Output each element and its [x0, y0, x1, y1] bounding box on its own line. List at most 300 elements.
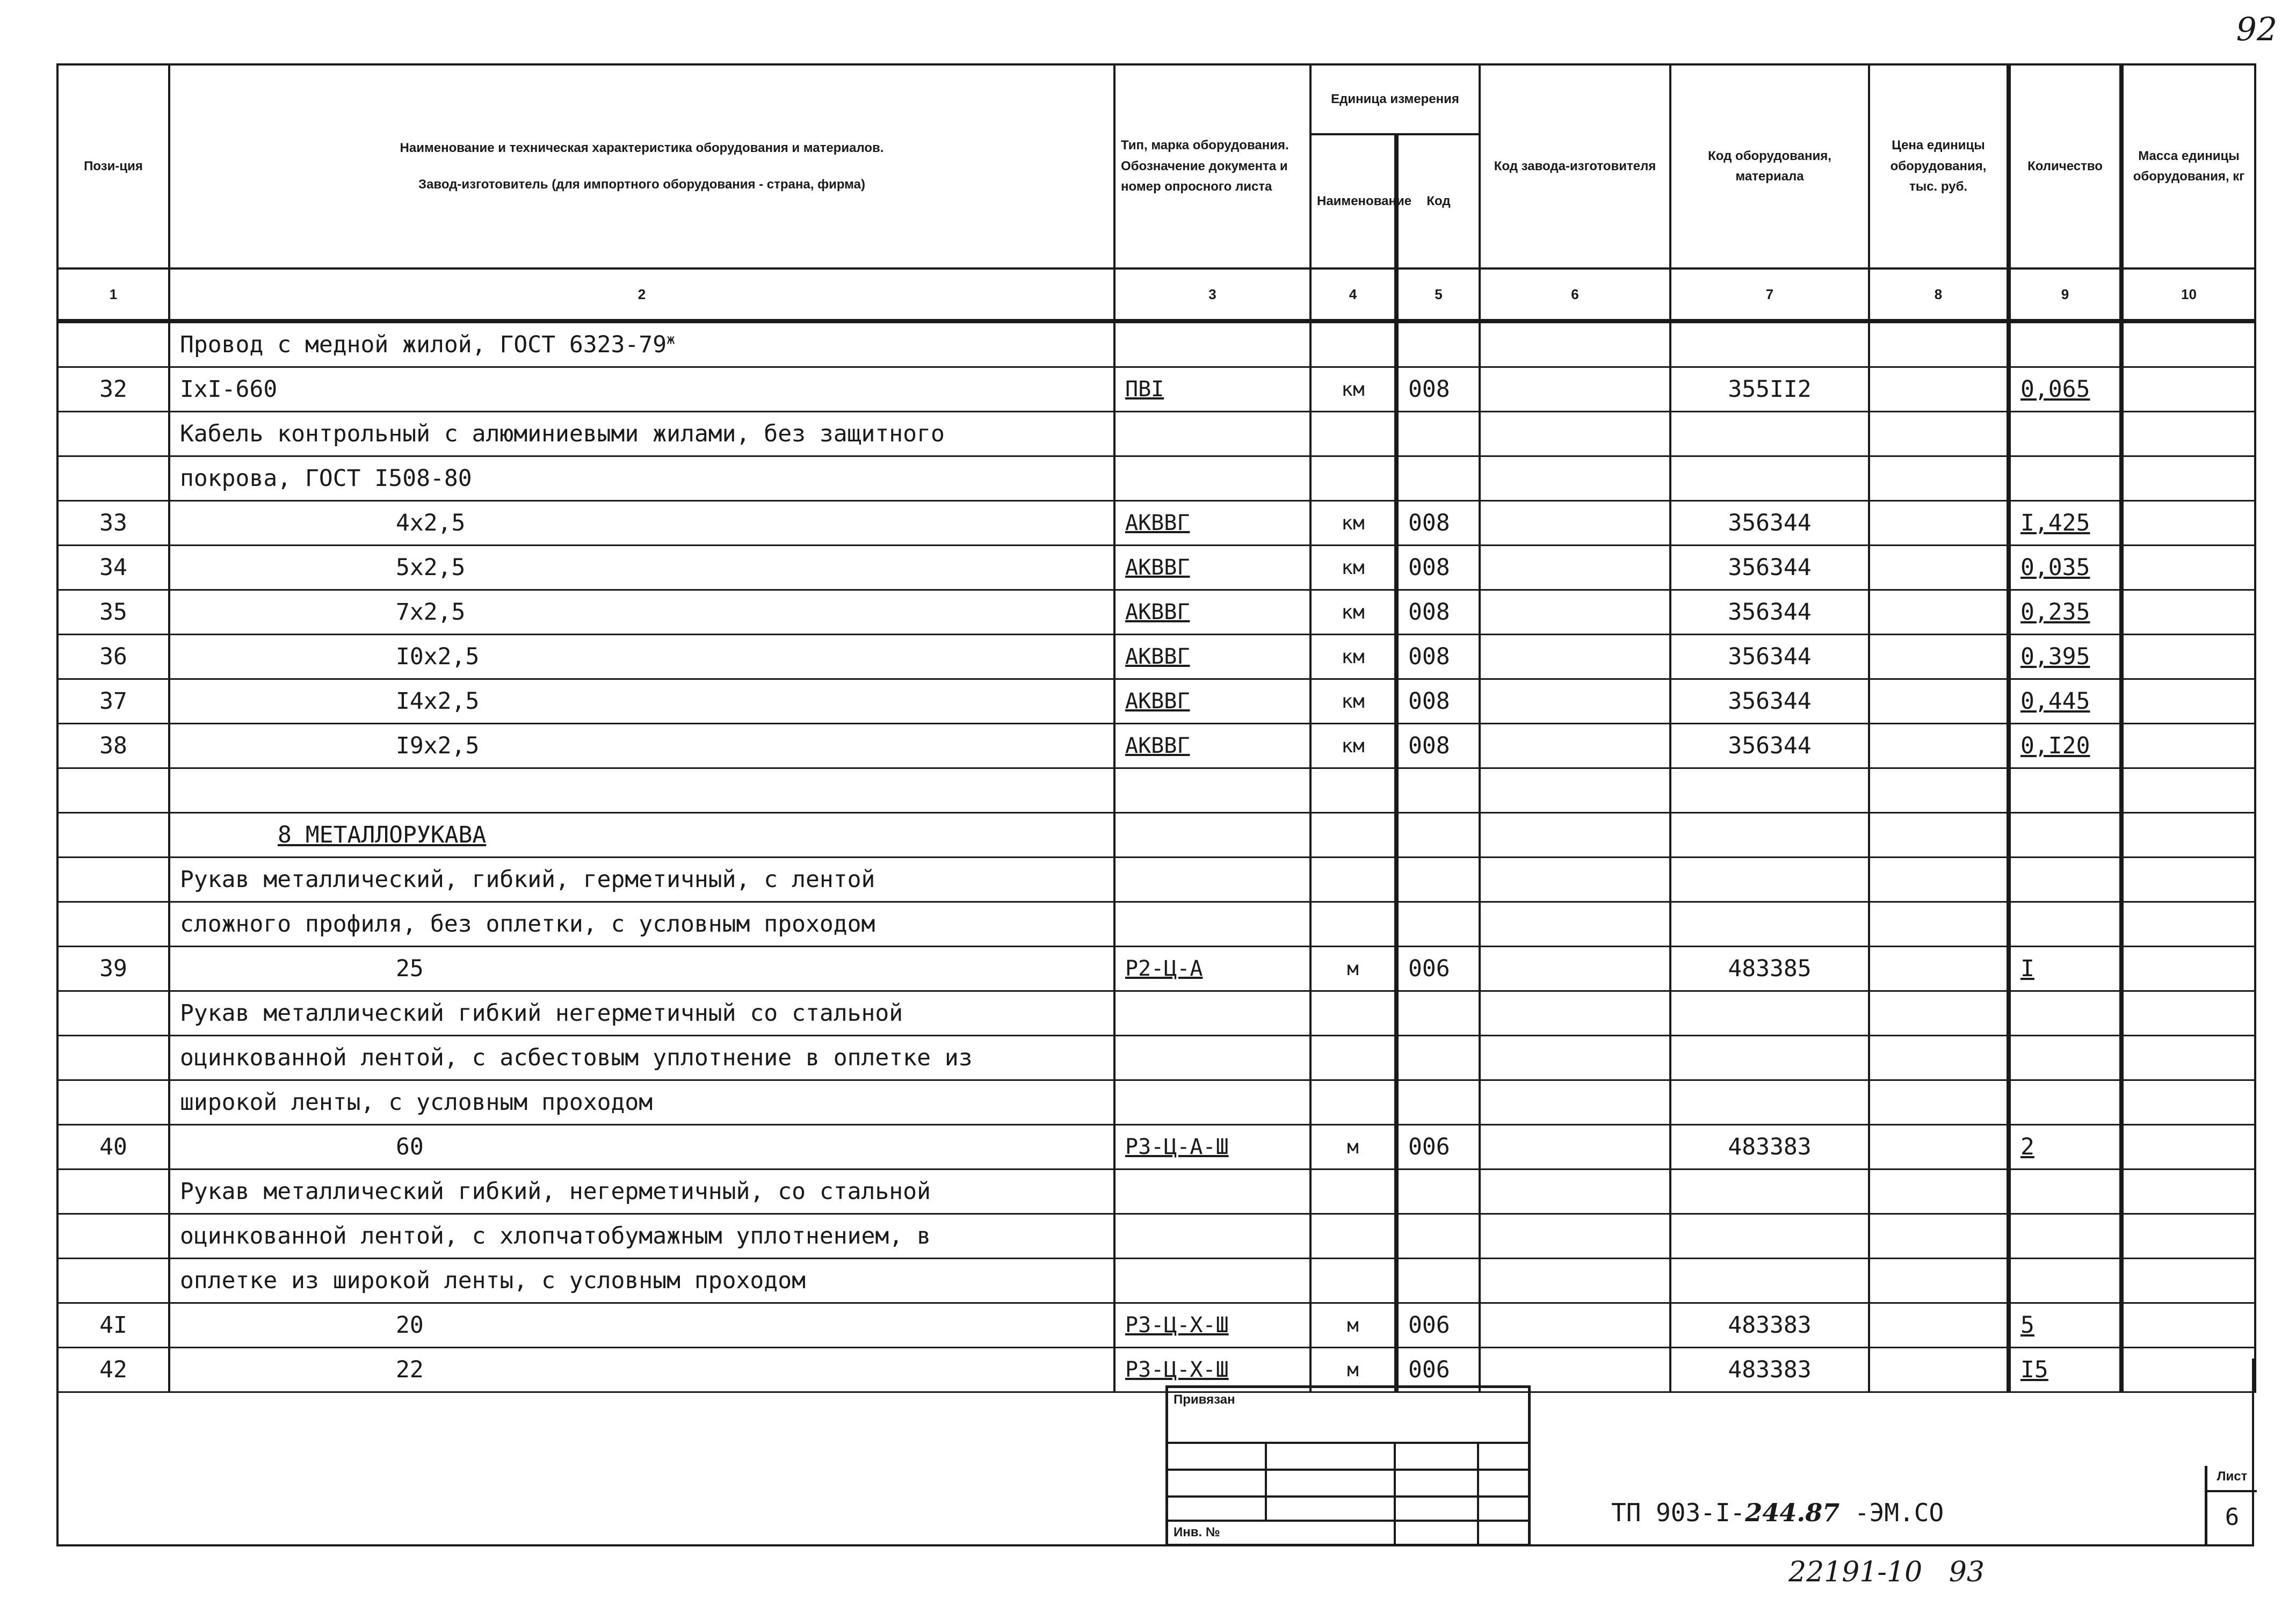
material-code-cell [1670, 1303, 1869, 1348]
unit-name-cell [1310, 1125, 1396, 1170]
manufacturer-code-cell [1480, 858, 1670, 902]
material-code-cell [1670, 724, 1869, 768]
name-cell-text: Рукав металлический гибкий, негерметичный, со стальной [180, 1178, 931, 1205]
material-code-cell-text: 355II2 [1728, 376, 1812, 403]
unit-name-cell [1310, 546, 1396, 590]
quantity-cell [2009, 635, 2121, 679]
type-cell [1114, 1080, 1310, 1125]
unit-name-cell-text: м [1347, 1136, 1359, 1158]
position-cell-text: 36 [99, 643, 127, 670]
unit-code-cell [1396, 367, 1480, 412]
header-price: Цена единицы оборудования, тыс. руб. [1869, 64, 2009, 268]
type-cell [1114, 858, 1310, 902]
type-cell [1114, 1170, 1310, 1214]
name-cell [169, 367, 1114, 412]
name-cell-text: Рукав металлический, гибкий, герметичный, с лентой [180, 866, 875, 893]
unit-name-cell [1310, 367, 1396, 412]
mass-cell [2121, 501, 2255, 546]
manufacturer-code-cell [1480, 1303, 1670, 1348]
unit-code-cell [1396, 635, 1480, 679]
type-cell [1114, 1214, 1310, 1259]
name-cell-text: оцинкованной лентой, с асбестовым уплотнение в оплетке из [180, 1044, 973, 1071]
column-number: 9 [2009, 268, 2121, 321]
manufacturer-code-cell [1480, 1214, 1670, 1259]
price-cell [1869, 1259, 2009, 1303]
mass-cell [2121, 1259, 2255, 1303]
price-cell [1869, 1303, 2009, 1348]
unit-code-cell [1396, 768, 1480, 813]
manufacturer-code-cell [1480, 724, 1670, 768]
type-cell [1114, 1303, 1310, 1348]
header-name-line2: Завод-изготовитель (для импортного оборудования - страна, фирма) [418, 177, 865, 192]
name-cell [169, 902, 1114, 947]
unit-name-cell [1310, 991, 1396, 1036]
price-cell [1869, 456, 2009, 501]
material-code-cell [1670, 1259, 1869, 1303]
mass-cell [2121, 456, 2255, 501]
price-cell [1869, 679, 2009, 724]
column-number: 7 [1670, 268, 1869, 321]
name-cell-text: широкой ленты, с условным проходом [180, 1089, 653, 1116]
material-code-cell [1670, 1036, 1869, 1080]
unit-code-cell-text: 006 [1408, 955, 1450, 982]
name-cell-text: Кабель контрольный с алюминиевыми жилами, без защитного [180, 420, 945, 447]
unit-name-cell [1310, 813, 1396, 858]
unit-code-cell [1396, 501, 1480, 546]
name-cell [169, 501, 1114, 546]
quantity-cell [2009, 947, 2121, 991]
price-cell [1869, 1214, 2009, 1259]
quantity-cell [2009, 321, 2121, 367]
type-cell-text: АКВВГ [1125, 689, 1190, 714]
table-row [57, 501, 2255, 546]
manufacturer-code-cell [1480, 1080, 1670, 1125]
position-cell [57, 546, 169, 590]
quantity-cell [2009, 768, 2121, 813]
unit-code-cell-text: 008 [1408, 554, 1450, 581]
material-code-cell-text: 356344 [1728, 643, 1812, 670]
quantity-cell-text: 5 [2020, 1312, 2034, 1339]
unit-name-cell [1310, 1080, 1396, 1125]
manufacturer-code-cell [1480, 947, 1670, 991]
header-manufacturer-code: Код завода-изготовителя [1480, 64, 1670, 268]
unit-code-cell [1396, 456, 1480, 501]
mass-cell [2121, 412, 2255, 456]
type-cell-text: Р2-Ц-А [1125, 956, 1203, 981]
type-cell [1114, 367, 1310, 412]
quantity-cell [2009, 456, 2121, 501]
manufacturer-code-cell [1480, 1259, 1670, 1303]
table-row [57, 367, 2255, 412]
unit-code-cell-text: 008 [1408, 643, 1450, 670]
name-cell [169, 679, 1114, 724]
price-cell [1869, 991, 2009, 1036]
quantity-cell-text: 0,I20 [2020, 732, 2090, 759]
unit-name-cell [1310, 679, 1396, 724]
table-row [57, 321, 2255, 367]
unit-name-cell [1310, 768, 1396, 813]
table-row [57, 724, 2255, 768]
quantity-cell [2009, 679, 2121, 724]
mass-cell [2121, 1170, 2255, 1214]
manufacturer-code-cell [1480, 321, 1670, 367]
document-code-handwritten: 244.87 [1745, 1498, 1840, 1527]
material-code-cell-text: 356344 [1728, 732, 1812, 759]
type-cell [1114, 321, 1310, 367]
unit-code-cell [1396, 590, 1480, 635]
quantity-cell [2009, 501, 2121, 546]
stamp-line [1168, 1442, 1528, 1444]
type-cell [1114, 501, 1310, 546]
document-code [1611, 1498, 1944, 1527]
price-cell [1869, 412, 2009, 456]
column-number: 2 [169, 268, 1114, 321]
header-quantity: Количество [2009, 64, 2121, 268]
manufacturer-code-cell [1480, 546, 1670, 590]
unit-code-cell [1396, 991, 1480, 1036]
unit-code-cell [1396, 858, 1480, 902]
material-code-cell [1670, 1080, 1869, 1125]
bound-label: Привязан [1174, 1392, 1235, 1407]
header-name [169, 64, 1114, 268]
price-cell [1869, 321, 2009, 367]
table-body [57, 321, 2255, 1392]
manufacturer-code-cell [1480, 679, 1670, 724]
price-cell [1869, 768, 2009, 813]
quantity-cell [2009, 1036, 2121, 1080]
unit-name-cell-text: км [1341, 645, 1365, 668]
price-cell [1869, 1036, 2009, 1080]
table-row [57, 902, 2255, 947]
table-row [57, 1036, 2255, 1080]
quantity-cell [2009, 1259, 2121, 1303]
type-cell [1114, 1259, 1310, 1303]
unit-name-cell [1310, 1170, 1396, 1214]
name-cell [169, 1303, 1114, 1348]
unit-name-cell [1310, 858, 1396, 902]
name-cell [169, 546, 1114, 590]
unit-code-cell-text: 006 [1408, 1312, 1450, 1339]
column-number: 6 [1480, 268, 1670, 321]
material-code-cell [1670, 1125, 1869, 1170]
quantity-cell [2009, 1303, 2121, 1348]
name-cell-text: 4x2,5 [396, 510, 466, 536]
unit-code-cell-text: 008 [1408, 510, 1450, 536]
table-row [57, 1303, 2255, 1348]
header-material-code: Код оборудования, материала [1670, 64, 1869, 268]
mass-cell [2121, 635, 2255, 679]
name-cell-text: 7x2,5 [396, 599, 466, 626]
type-cell [1114, 902, 1310, 947]
inventory-label: Инв. № [1174, 1525, 1220, 1539]
material-code-cell-text: 356344 [1728, 599, 1812, 626]
type-cell-text: ПВI [1125, 377, 1164, 402]
quantity-cell [2009, 367, 2121, 412]
name-cell-text: I4x2,5 [396, 688, 480, 715]
quantity-cell [2009, 546, 2121, 590]
unit-code-cell [1396, 1259, 1480, 1303]
unit-name-cell-text: м [1347, 1359, 1359, 1381]
quantity-cell-text: 0,445 [2020, 688, 2090, 715]
position-cell-text: 38 [99, 732, 127, 759]
position-cell [57, 321, 169, 367]
quantity-cell-text: I [2020, 955, 2034, 982]
material-code-cell [1670, 991, 1869, 1036]
position-cell [57, 947, 169, 991]
price-cell [1869, 635, 2009, 679]
material-code-cell [1670, 679, 1869, 724]
name-superscript: ж [667, 331, 675, 348]
manufacturer-code-cell [1480, 1170, 1670, 1214]
material-code-cell [1670, 412, 1869, 456]
position-cell [57, 991, 169, 1036]
mass-cell [2121, 321, 2255, 367]
unit-code-cell [1396, 947, 1480, 991]
quantity-cell-text: 0,035 [2020, 554, 2090, 581]
manufacturer-code-cell [1480, 590, 1670, 635]
price-cell [1869, 947, 2009, 991]
unit-code-cell [1396, 1036, 1480, 1080]
position-cell [57, 679, 169, 724]
column-number-row [57, 268, 2255, 321]
unit-code-cell [1396, 1170, 1480, 1214]
material-code-cell [1670, 902, 1869, 947]
table-row [57, 635, 2255, 679]
manufacturer-code-cell [1480, 367, 1670, 412]
mass-cell [2121, 991, 2255, 1036]
table-row [57, 679, 2255, 724]
position-cell [57, 1080, 169, 1125]
type-cell [1114, 768, 1310, 813]
unit-code-cell-text: 006 [1408, 1356, 1450, 1383]
unit-code-cell [1396, 724, 1480, 768]
position-cell [57, 456, 169, 501]
type-cell-text: АКВВГ [1125, 644, 1190, 669]
type-cell [1114, 724, 1310, 768]
unit-name-cell [1310, 1036, 1396, 1080]
column-number: 8 [1869, 268, 2009, 321]
column-number: 4 [1310, 268, 1396, 321]
name-cell [169, 1259, 1114, 1303]
quantity-cell [2009, 1214, 2121, 1259]
manufacturer-code-cell [1480, 813, 1670, 858]
column-number: 1 [57, 268, 169, 321]
position-cell-text: 37 [99, 688, 127, 715]
price-cell [1869, 813, 2009, 858]
type-cell-text: Р3-Ц-Х-Ш [1125, 1357, 1229, 1382]
quantity-cell [2009, 1080, 2121, 1125]
sheet-label: Лист [2217, 1469, 2248, 1484]
unit-name-cell [1310, 321, 1396, 367]
unit-code-cell-text: 006 [1408, 1134, 1450, 1160]
unit-code-cell [1396, 1214, 1480, 1259]
material-code-cell [1670, 858, 1869, 902]
name-cell [169, 412, 1114, 456]
quantity-cell [2009, 858, 2121, 902]
name-cell [169, 1214, 1114, 1259]
sheet-number: 6 [2225, 1503, 2240, 1531]
header-row [57, 64, 2255, 134]
position-cell [57, 590, 169, 635]
manufacturer-code-cell [1480, 412, 1670, 456]
position-cell [57, 1125, 169, 1170]
unit-code-cell-text: 008 [1408, 376, 1450, 403]
material-code-cell [1670, 456, 1869, 501]
unit-code-cell [1396, 1303, 1480, 1348]
table-row [57, 1125, 2255, 1170]
price-cell [1869, 1125, 2009, 1170]
quantity-cell [2009, 412, 2121, 456]
name-cell-text: покрова, ГОСТ I508-80 [180, 465, 472, 492]
unit-code-cell [1396, 412, 1480, 456]
stamp-line [1394, 1442, 1396, 1546]
unit-name-cell-text: км [1341, 378, 1365, 401]
document-code-suffix: -ЭМ.СО [1839, 1498, 1944, 1527]
name-cell [169, 456, 1114, 501]
mass-cell [2121, 1080, 2255, 1125]
type-cell-text: АКВВГ [1125, 600, 1190, 624]
name-cell [169, 813, 1114, 858]
price-cell [1869, 1080, 2009, 1125]
quantity-cell [2009, 724, 2121, 768]
unit-code-cell-text: 008 [1408, 599, 1450, 626]
stamp-line [1168, 1520, 1528, 1522]
quantity-cell [2009, 1170, 2121, 1214]
unit-name-cell [1310, 1214, 1396, 1259]
stamp-line [1168, 1469, 1528, 1471]
position-cell [57, 858, 169, 902]
name-cell-text: I9x2,5 [396, 732, 480, 759]
unit-code-cell [1396, 1080, 1480, 1125]
material-code-cell [1670, 768, 1869, 813]
sheet-divider [2207, 1490, 2257, 1492]
name-cell [169, 590, 1114, 635]
unit-name-cell-text: м [1347, 957, 1359, 980]
type-cell [1114, 412, 1310, 456]
quantity-cell-text: I5 [2020, 1356, 2048, 1383]
type-cell-text: АКВВГ [1125, 511, 1190, 535]
name-cell [169, 724, 1114, 768]
name-cell [169, 1080, 1114, 1125]
binding-stamp [1165, 1385, 1531, 1546]
unit-name-cell [1310, 947, 1396, 991]
type-cell [1114, 813, 1310, 858]
sheet-box [2205, 1466, 2254, 1546]
header-unit-group: Единица измерения [1310, 64, 1480, 134]
material-code-cell-text: 356344 [1728, 510, 1812, 536]
manufacturer-code-cell [1480, 635, 1670, 679]
position-cell [57, 813, 169, 858]
type-cell [1114, 1125, 1310, 1170]
material-code-cell [1670, 947, 1869, 991]
mass-cell [2121, 1303, 2255, 1348]
price-cell [1869, 902, 2009, 947]
unit-code-cell-text: 008 [1408, 732, 1450, 759]
name-cell [169, 858, 1114, 902]
position-cell-text: 40 [99, 1134, 127, 1160]
name-cell [169, 1036, 1114, 1080]
unit-name-cell [1310, 590, 1396, 635]
name-cell [169, 768, 1114, 813]
type-cell [1114, 679, 1310, 724]
manufacturer-code-cell [1480, 456, 1670, 501]
position-cell-text: 42 [99, 1356, 127, 1383]
position-cell [57, 1259, 169, 1303]
unit-name-cell [1310, 1259, 1396, 1303]
price-cell [1869, 367, 2009, 412]
position-cell [57, 412, 169, 456]
material-code-cell-text: 483385 [1728, 955, 1812, 982]
position-cell [57, 768, 169, 813]
unit-code-cell [1396, 1125, 1480, 1170]
manufacturer-code-cell [1480, 991, 1670, 1036]
type-cell [1114, 546, 1310, 590]
price-cell [1869, 724, 2009, 768]
quantity-cell [2009, 902, 2121, 947]
name-cell-text: Рукав металлический гибкий негерметичный со стальной [180, 1000, 903, 1027]
header-unit-code: Код [1396, 134, 1480, 268]
type-cell [1114, 991, 1310, 1036]
type-cell-text: Р3-Ц-А-Ш [1125, 1135, 1229, 1159]
header-position: Пози-ция [57, 64, 169, 268]
name-cell-text: IxI-660 [180, 376, 278, 403]
type-cell [1114, 947, 1310, 991]
price-cell [1869, 546, 2009, 590]
manufacturer-code-cell [1480, 902, 1670, 947]
unit-code-cell [1396, 679, 1480, 724]
name-cell-text: 8 МЕТАЛЛОРУКАВА [278, 822, 487, 848]
mass-cell [2121, 367, 2255, 412]
quantity-cell [2009, 813, 2121, 858]
quantity-cell-text: 0,395 [2020, 643, 2090, 670]
material-code-cell [1670, 1170, 1869, 1214]
type-cell [1114, 1036, 1310, 1080]
mass-cell [2121, 1214, 2255, 1259]
type-cell-text: АКВВГ [1125, 733, 1190, 758]
mass-cell [2121, 947, 2255, 991]
page-number: 92 [2236, 11, 2277, 48]
header-type: Тип, марка оборудования. Обозначение документа и номер опросного листа [1114, 64, 1310, 268]
position-cell-text: 4I [99, 1312, 127, 1339]
material-code-cell-text: 356344 [1728, 688, 1812, 715]
unit-name-cell-text: км [1341, 690, 1365, 713]
archive-number: 22191-10 93 [1788, 1556, 1984, 1588]
position-cell [57, 1170, 169, 1214]
stamp-line [1477, 1442, 1479, 1546]
quantity-cell-text: 0,235 [2020, 599, 2090, 626]
position-cell [57, 1303, 169, 1348]
material-code-cell-text: 356344 [1728, 554, 1812, 581]
unit-name-cell [1310, 501, 1396, 546]
table-row [57, 813, 2255, 858]
quantity-cell-text: I,425 [2020, 510, 2090, 536]
mass-cell [2121, 724, 2255, 768]
stamp-line [1265, 1442, 1267, 1520]
position-cell-text: 34 [99, 554, 127, 581]
name-cell-text: 5x2,5 [396, 554, 466, 581]
header-mass: Масса единицы оборудования, кг [2121, 64, 2255, 268]
document-code-prefix: ТП 903-I- [1611, 1498, 1745, 1527]
unit-name-cell [1310, 724, 1396, 768]
name-cell-text: 20 [396, 1312, 424, 1339]
unit-name-cell-text: км [1341, 735, 1365, 757]
table-row [57, 412, 2255, 456]
column-number: 10 [2121, 268, 2255, 321]
name-cell-text: I0x2,5 [396, 643, 480, 670]
name-cell-text: 60 [396, 1134, 424, 1160]
table-row [57, 858, 2255, 902]
unit-name-cell [1310, 902, 1396, 947]
